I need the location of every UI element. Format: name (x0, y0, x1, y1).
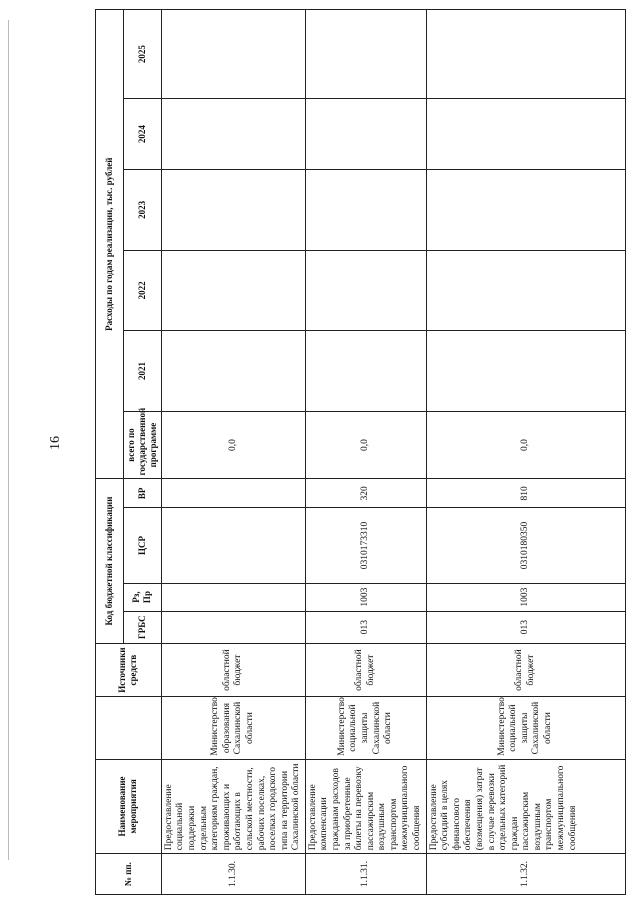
row-grbs (161, 611, 305, 643)
row-executor: Министерство социальной защиты Сахалинской области (426, 697, 625, 759)
header-year-2025: 2025 (124, 10, 162, 99)
row-2023 (161, 170, 305, 251)
header-num: № пп. (96, 854, 162, 895)
row-executor: Министерство социальной защиты Сахалинской области (305, 697, 426, 759)
header-grbs: ГРБС (124, 611, 162, 643)
row-2025 (426, 10, 625, 99)
row-2024 (305, 99, 426, 170)
page-number: 16 (48, 436, 63, 450)
row-2025 (161, 10, 305, 99)
row-total: 0,0 (426, 411, 625, 479)
row-num: 1.1.31. (305, 854, 426, 895)
header-expenses: Расходы по годам реализации, тыс. рублей (96, 10, 124, 479)
row-name: Предоставление субсидий в целях финансового обеспечения (возмещения) затрат в случае перевозки отдельных категорий граждан пассажирским воздушным транспортом межмуниципального сообщения (426, 759, 625, 854)
row-total: 0,0 (161, 411, 305, 479)
table-row (305, 10, 426, 895)
row-rzpr (161, 583, 305, 611)
row-total: 0,0 (305, 411, 426, 479)
row-2024 (426, 99, 625, 170)
header-vr: ВР (124, 479, 162, 508)
row-num: 1.1.30. (161, 854, 305, 895)
header-year-2021: 2021 (124, 331, 162, 412)
table-row (426, 10, 625, 895)
header-row-1 (96, 10, 124, 895)
row-vr (161, 479, 305, 508)
row-vr: 810 (426, 479, 625, 508)
row-2025 (305, 10, 426, 99)
row-grbs: 013 (305, 611, 426, 643)
header-source: Источники средств (96, 643, 162, 697)
header-year-2023: 2023 (124, 170, 162, 251)
row-2022 (161, 250, 305, 331)
table-row (161, 10, 305, 895)
row-num: 1.1.32. (426, 854, 625, 895)
row-name: Предоставление социальной поддержки отдельным категориям граждан, проживающих и работающих в сельской местности, рабочих поселках, поселках городского типа на территории Сахалинской области (161, 759, 305, 854)
row-name: Предоставление компенсации гражданам расходов за приобретенные билеты на перевозку пассажирским воздушным транспортом межмуниципального сообщения (305, 759, 426, 854)
row-vr: 320 (305, 479, 426, 508)
row-csr: 0310180350 (426, 508, 625, 583)
row-2022 (305, 250, 426, 331)
row-2021 (305, 331, 426, 412)
header-total: всего по государственной программе (124, 411, 162, 479)
row-csr: 0310173310 (305, 508, 426, 583)
row-2021 (161, 331, 305, 412)
header-rzpr: Рз, Пр (124, 583, 162, 611)
row-csr (161, 508, 305, 583)
row-2022 (426, 250, 625, 331)
scan-edge (8, 20, 9, 860)
header-executor (96, 697, 162, 759)
header-year-2024: 2024 (124, 99, 162, 170)
rotated-page (95, 9, 603, 895)
header-year-2022: 2022 (124, 250, 162, 331)
row-grbs: 013 (426, 611, 625, 643)
row-2021 (426, 331, 625, 412)
row-executor: Министерство образования Сахалинской области (161, 697, 305, 759)
row-rzpr: 1003 (305, 583, 426, 611)
header-budget-code: Код бюджетной классификации (96, 479, 124, 643)
expenses-table (95, 9, 626, 895)
row-source: областной бюджет (161, 643, 305, 697)
header-name: Наименование мероприятия (96, 759, 162, 854)
row-source: областной бюджет (305, 643, 426, 697)
header-csr: ЦСР (124, 508, 162, 583)
row-2023 (305, 170, 426, 251)
row-source: областной бюджет (426, 643, 625, 697)
row-rzpr: 1003 (426, 583, 625, 611)
row-2023 (426, 170, 625, 251)
row-2024 (161, 99, 305, 170)
